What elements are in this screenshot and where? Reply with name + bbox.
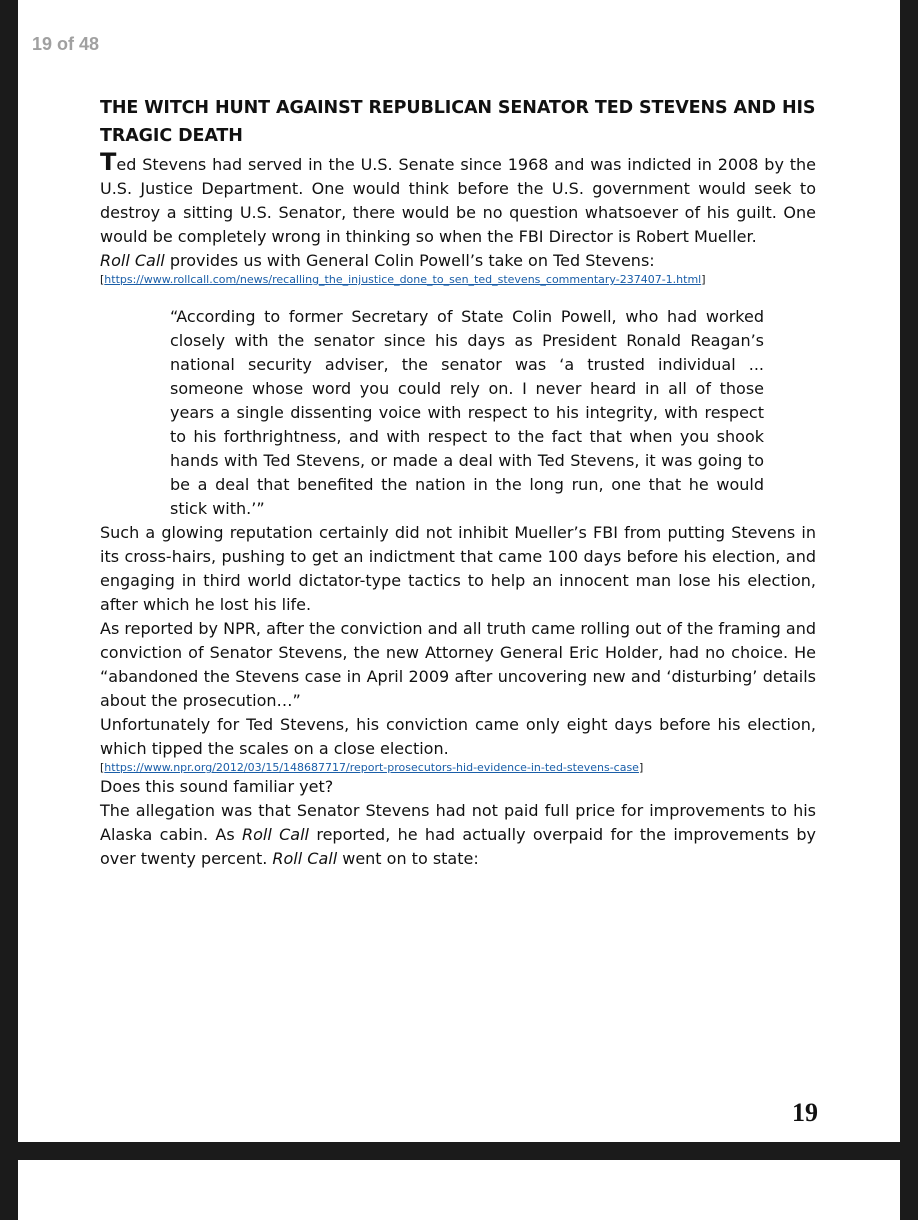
document-title: THE WITCH HUNT AGAINST REPUBLICAN SENATOR TED STEVENS AND HIS TRAGIC DEATH [100,98,816,146]
page-content [100,94,816,871]
allegation-text-1: The allegation was that Senator Stevens had not paid full price for improvements to his Alaska cabin. As [100,801,816,844]
rollcall-link[interactable]: https://www.rollcall.com/news/recalling_the_injustice_done_to_sen_ted_stevens_commentary-237407-1.html [104,273,702,286]
paragraph-npr: As reported by NPR, after the conviction and all truth came rolling out of the framing and conviction of Senator Stevens, the new Attorney General Eric Holder, had no choice. He “abandoned the Stevens case in April 2009 after uncovering new and ‘disturbing’ details about the prosecution…” [100,619,816,710]
paragraph-intro-text: ed Stevens had served in the U.S. Senate since 1968 and was indicted in 2008 by the U.S. Justice Department. One would think before the U.S. government would seek to destroy a sitting U.S. Senator, there would be no question whatsoever of his guilt. One would be completely wrong in thinking so when the FBI Director is Robert Mueller. [100,155,816,246]
page-number: 19 [792,1098,818,1127]
paragraph-roll-call [100,249,816,273]
paragraph-roll-call-text: provides us with General Colin Powell’s take on Ted Stevens: [164,251,655,270]
publication-name: Roll Call [272,849,338,868]
page-counter: 19 of 48 [32,34,100,54]
next-page-edge [18,1160,900,1220]
paragraph-allegation [100,799,816,871]
paragraph-intro [100,150,816,249]
allegation-text-2: reported, he had actually overpaid for the improvements by over twenty percent. [100,825,817,868]
npr-link[interactable]: https://www.npr.org/2012/03/15/148687717/report-prosecutors-hid-evidence-in-ted-stevens-case [104,761,639,774]
document-page [18,0,900,1142]
publication-name: Roll Call [242,825,310,844]
block-quote: “According to former Secretary of State Colin Powell, who had worked closely with the senator since his days as President Ronald Reagan’s national security adviser, the senator was ‘a trusted individual ... someone whose word you could rely on. I never heard in all of those years a single dissenting voice with respect to his integrity, with respect to his forthrightness, and with respect to the fact that when you shook hands with Ted Stevens, or made a deal with Ted Stevens, it was going to be a deal that benefited the nation in the long run, one that he would stick with.’” [170,307,764,518]
drop-cap: T [100,148,117,176]
paragraph-reputation: Such a glowing reputation certainly did not inhibit Mueller’s FBI from putting Stevens in its cross-hairs, pushing to get an indictment that came 100 days before his election, and engaging in third world dictator-type tactics to help an innocent man lose his election, after which he lost his life. [100,523,816,614]
citation-rollcall: [https://www.rollcall.com/news/recalling_the_injustice_done_to_sen_ted_stevens_commentary-237407-1.html] [100,273,706,286]
allegation-text-3: went on to state: [337,849,479,868]
publication-name: Roll Call [100,251,165,270]
citation-npr: [https://www.npr.org/2012/03/15/148687717/report-prosecutors-hid-evidence-in-ted-stevens-case] [100,761,644,774]
paragraph-question: Does this sound familiar yet? [100,777,334,796]
paragraph-conviction: Unfortunately for Ted Stevens, his conviction came only eight days before his election, which tipped the scales on a close election. [100,715,816,758]
